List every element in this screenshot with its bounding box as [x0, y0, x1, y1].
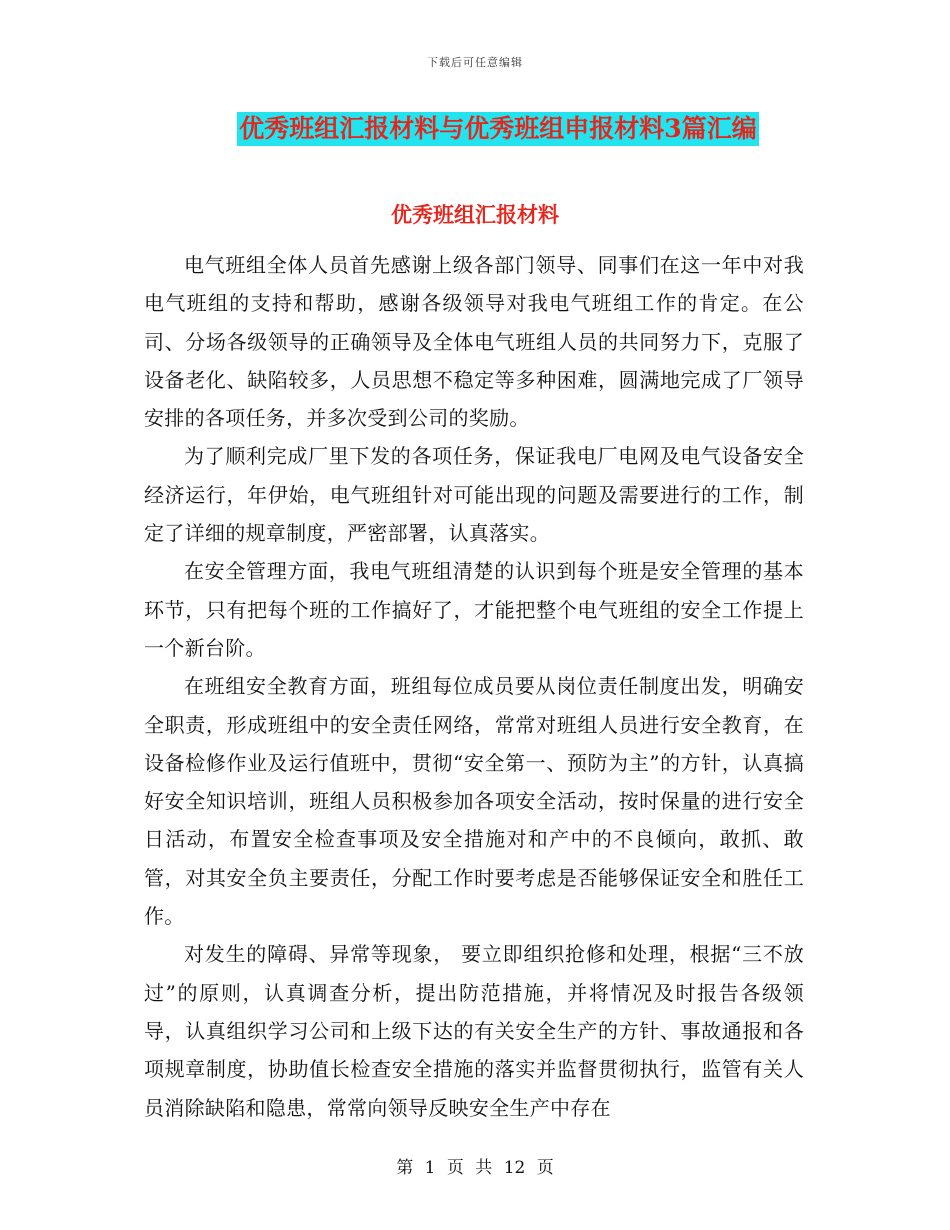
- paragraph-4: 在班组安全教育方面，班组每位成员要从岗位责任制度出发，明确安全职责，形成班组中的安全责任网络，常常对班组人员进行安全教育，在设备检修作业及运行值班中，贯彻“安全第一、预防为主”的方针，认真搞好安全知识培训，班组人员积极参加各项安全活动，按时保量的进行安全日活动，布置安全检查事项及安全措施对和产中的不良倾向，敢抓、敢管，对其安全负主要责任，分配工作时要考虑是否能够保证安全和胜任工作。: [144, 674, 804, 929]
- document-title: 优秀班组汇报材料与优秀班组申报材料3篇汇编: [237, 112, 758, 146]
- paragraph-3: 在安全管理方面，我电气班组清楚的认识到每个班是安全管理的基本环节，只有把每个班的工作搞好了，才能把整个电气班组的安全工作提上一个新台阶。: [144, 559, 804, 660]
- document-title-container: [0, 112, 950, 146]
- document-body: [144, 246, 804, 1127]
- paragraph-1: 电气班组全体人员首先感谢上级各部门领导、同事们在这一年中对我电气班组的支持和帮助，感谢各级领导对我电气班组工作的肯定。在公司、分场各级领导的正确领导及全体电气班组人员的共同努力下，克服了设备老化、缺陷较多，人员思想不稳定等多种困难，圆满地完成了厂领导安排的各项任务，并多次受到公司的奖励。: [144, 253, 804, 431]
- section-title: 优秀班组汇报材料: [391, 202, 559, 227]
- header-note: 下载后可任意编辑: [427, 56, 523, 69]
- page-number-footer: 第 1 页 共 12 页: [396, 1158, 554, 1178]
- paragraph-5: 对发生的障碍、异常等现象， 要立即组织抢修和处理，根据“三不放过”的原则，认真调查分析，提出防范措施，并将情况及时报告各级领导，认真组织学习公司和上级下达的有关安全生产的方针、事故通报和各项规章制度，协助值长检查安全措施的落实并监督贯彻执行，监管有关人员消除缺陷和隐患，常常向领导反映安全生产中存在: [144, 942, 804, 1120]
- paragraph-2: 为了顺利完成厂里下发的各项任务，保证我电厂电网及电气设备安全经济运行，年伊始，电气班组针对可能出现的问题及需要进行的工作，制定了详细的规章制度，严密部署，认真落实。: [144, 444, 804, 546]
